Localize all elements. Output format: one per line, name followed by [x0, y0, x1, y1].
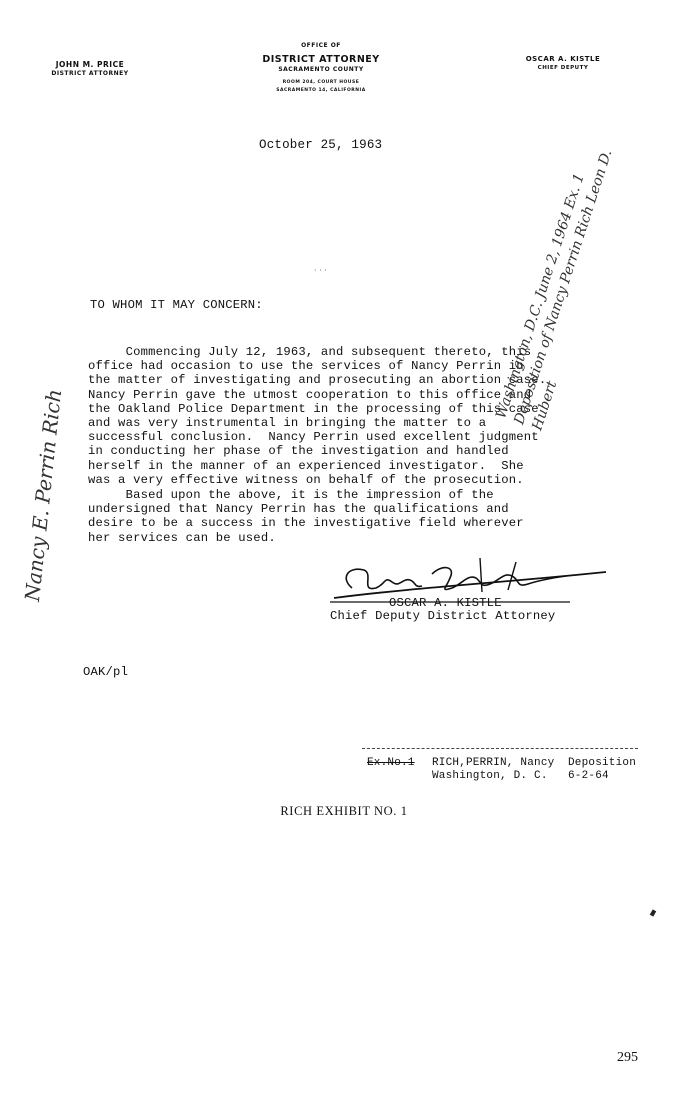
ink-specks: · · · [314, 266, 327, 275]
paragraph-line: was a very effective witness on behalf of the prosecution. [88, 472, 524, 487]
letterhead-office-of: OFFICE OF [301, 42, 341, 49]
letterhead-right-title: CHIEF DEPUTY [537, 65, 589, 71]
paragraph-line: herself in the manner of an experienced investigator. She [88, 458, 524, 473]
paragraph-line: her services can be used. [88, 530, 276, 545]
letterhead-district-attorney: DISTRICT ATTORNEY [262, 54, 380, 65]
letterhead-address-2: SACRAMENTO 14, CALIFORNIA [276, 88, 366, 93]
paragraph-line: and was very instrumental in bringing the matter to a [88, 416, 487, 431]
letterhead-left-name: JOHN M. PRICE [55, 60, 125, 69]
letterhead-left-title: DISTRICT ATTORNEY [51, 70, 129, 77]
exhibit-place: Washington, D. C. [432, 770, 548, 782]
exhibit-stamp-rule [362, 748, 638, 749]
exhibit-label: Deposition [568, 757, 637, 769]
paragraph-line: the Oakland Police Department in the processing of this case [88, 401, 539, 416]
exhibit-names: RICH,PERRIN, Nancy [432, 757, 555, 769]
letterhead-address-1: ROOM 204, COURT HOUSE [282, 80, 360, 85]
paragraph-line: the matter of investigating and prosecuting an abortion case. [88, 373, 547, 388]
typist-initials: OAK/pl [83, 665, 129, 679]
paragraph-line: in conducting her phase of the investigation and handled [88, 444, 509, 459]
exhibit-caption-text: RICH EXHIBIT NO. 1 [280, 804, 408, 818]
letter-paragraph-1 [88, 345, 546, 487]
right-margin-handwriting: Washington, D.C. June 2, 1964 Ex. 1 Deposition of Nancy Perrin Rich Leon D. Hubert [493, 147, 616, 433]
paragraph-line: Commencing July 12, 1963, and subsequent thereto, this [88, 345, 532, 359]
paragraph-line: Based upon the above, it is the impression of the [88, 488, 494, 502]
paragraph-line: successful conclusion. Nancy Perrin used excellent judgment [88, 430, 539, 445]
letter-salutation: TO WHOM IT MAY CONCERN: [90, 298, 263, 312]
letter-date: October 25, 1963 [259, 138, 383, 152]
page-number: 295 [617, 1050, 638, 1065]
exhibit-number: Ex.No.1 [367, 757, 415, 769]
letterhead-right-name: OSCAR A. KISTLE [525, 55, 601, 63]
paragraph-line: undersigned that Nancy Perrin has the qualifications and [88, 502, 509, 517]
paragraph-line: office had occasion to use the services of Nancy Perrin in [88, 359, 524, 374]
paragraph-line: desire to be a success in the investigative field wherever [88, 516, 524, 531]
exhibit-date: 6-2-64 [568, 770, 609, 782]
letterhead-county: SACRAMENTO COUNTY [278, 66, 364, 73]
signer-name: OSCAR A. KISTLE [389, 596, 502, 610]
left-margin-handwriting: Nancy E. Perrin Rich [20, 387, 67, 603]
ink-mark [650, 909, 656, 916]
signer-title: Chief Deputy District Attorney [330, 609, 556, 623]
paragraph-line: Nancy Perrin gave the utmost cooperation to this office and [88, 387, 532, 402]
exhibit-caption [0, 804, 688, 819]
letter-paragraph-2 [88, 488, 524, 545]
